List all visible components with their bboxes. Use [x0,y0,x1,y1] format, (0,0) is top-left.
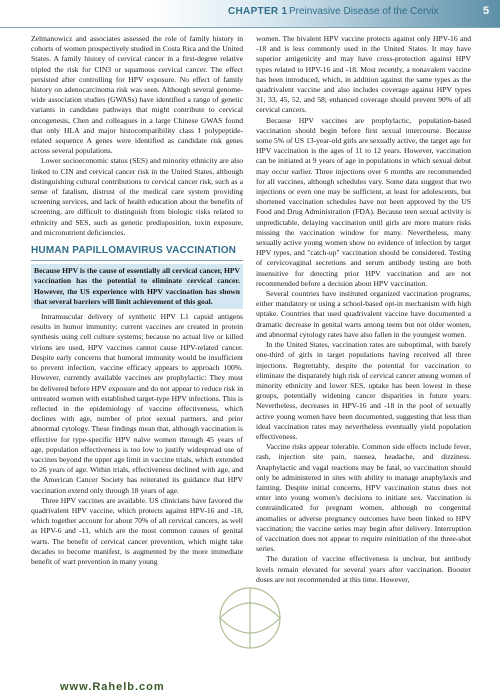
right-column [256,34,471,585]
chapter-label: CHAPTER 1 [228,6,288,17]
section-rule [31,260,243,261]
right-paragraph-3: Several countries have instituted organized vaccination programs, either mandatory or using a school-based opt-in mechanism with high uptake. Countries that used quadrivalent vaccine have documented a dramatic decrease in genital warts among teens but not older women, and abnormal cytology rates have also fallen in the youngest women. [256,289,471,339]
right-paragraph-5: Vaccine risks appear tolerable. Common side effects include fever, rash, injection site pain, nausea, headache, and dizziness. Anaphylactic and vagal reactions may be fatal, so vaccination should only be administered in sites with ability to manage anaphylaxis and fainting. Despite initial concerns, HPV vaccination status does not enter into young women's decisions to initiate sex. Vaccination is contraindicated for pregnant women, although no congenital anomalies or adverse pregnancy outcomes have been linked to HPV vaccination; the vaccine series may begin after delivery. Interruption of vaccination does not appear to require reinitiation of the three-shot series. [256,442,471,554]
left-paragraph-3: Intramuscular delivery of synthetic HPV L1 capsid antigens results in humor immunity; current vaccines are created in protein synthesis using cell culture systems; because no actual live or killed virions are used, HPV vaccines cannot cause HPV-related cancer. Despite early concerns that humoral immunity would be insufficient to prevent infection, vaccine efficacy appears to approach 100%. However, currently available vaccines are prophylactic: They must be delivered before HPV exposure and do not appear to reduce risk in untreated women with established target-type HPV infections. This is reflected in the epidemiology of vaccine effectiveness, which declines with age, number of prior sexual partners, and prior abnormal cytology. These findings mean that, although vaccination is effective for type-specific HPV naïve women through 45 years of age, population effectiveness is too low to justify widespread use of vaccines beyond the upper age limit in vaccine trials, which extended to 26 years of age. Within trials, effectiveness declined with age, and the American Cancer Society has reiterated its guidance that HPV vaccination extend only through 18 years of age. [31,312,243,495]
page-number: 5 [483,5,490,17]
left-column [31,34,243,567]
left-paragraph-1: Zelmanowicz and associates assessed the role of family history in cohorts of women prospectively studied in Costa Rica and the United States. A family history of cervical cancer in a first-degree relative tripled the risk for CIN3 or squamous cervical cancer. The effect persisted after controlling for HPV exposure. No effect of family history on adenocarcinoma risk was seen. Although several genome-wide association studies (GWASs) have identified a range of genetic variants in candidate pathways that might contribute to cervical oncogenesis, Chen and colleagues in a large Chinese GWAS found that only HLA and major histocompatibility class I polypeptide-related sequence A genes were identified as candidate risk genes across several populations. [31,34,243,156]
section-heading: HUMAN PAPILLOMAVIRUS VACCINATION [31,245,237,257]
key-point-box: Because HPV is the cause of essentially all cervical cancer, HPV vaccination has the potential to eliminate cervical cancer. However, the US experience with HPV vaccination has shown that several barriers will limit achievement of this goal. [31,264,243,309]
watermark-text: www.Rahelb.com [60,681,165,693]
left-paragraph-4: Three HPV vaccines are available. US clinicians have favored the quadrivalent HPV vaccine, which protects against HPV-16 and -18, which together account for about 70% of all cervical cancers, as well as HPV-6 and -11, which are the most common causes of genital warts. The benefit of cervical cancer prevention, which might take decades to become manifest, is augmented by the more immediate benefit of wart prevention in many young [31,495,243,566]
right-paragraph-1: women. The bivalent HPV vaccine protects against only HPV-16 and -18 and is less commonly used in the United States. It may have superior antigenicity and may have cross-protection against HPV types related to HPV-16 and -18. Most recently, a nonavalent vaccine has been introduced, which, in addition against the same types as the quadrivalent vaccine and also includes coverage against HPV types 31, 33, 45, 52, and 58; enhanced coverage should prevent 90% of all cervical cancers. [256,34,471,115]
right-paragraph-4: In the United States, vaccination rates are suboptimal, with barely one-third of girls in target populations having received all three injections. Regrettably, despite the potential for vaccination to eliminate the disparately high risk of cervical cancer among women of minority ethnicity and lower SES, uptake has been lowest in these groups, potentially widening cancer disparities in future years. Nevertheless, decreases in HPV-16 and -18 in the pool of sexually active young women have been documented, suggesting that less than ideal vaccination rates may nevertheless eventually yield population effectiveness. [256,340,471,441]
watermark-logo [150,578,350,688]
right-paragraph-6: The duration of vaccine effectiveness is unclear, but antibody levels remain elevated for several years after vaccination. Booster doses are not recommended at this time. However, [256,554,471,584]
header-rule [0,27,500,28]
right-paragraph-2: Because HPV vaccines are prophylactic, population-based vaccination should begin before first sexual intercourse. Because some 5% of US 13-year-old girls are sexually active, the target age for HPV vaccination is the ages of 11 to 12 years. However, vaccination can be initiated at 9 years of age in populations in which sexual debut may occur earlier. Three injections over 6 months are recommended for all vaccines, although schedules vary. Some data suggest that two injections or even one may be sufficient, at least for adolescents, but shortened vaccination schedules have not been approved by the US Food and Drug Administration (FDA). Because teen sexual activity is unpredictable, delaying vaccination until girls are more mature risks missing the vaccination window for many. Nevertheless, many sexually active young women show no evidence of infection by target HPV types, and "catch-up" vaccination should be considered. Testing of cervicovaginal secretions and serum antibody testing are both insensitive for detecting prior HPV vaccination and are not recommended before a decision about HPV vaccination. [256,115,471,288]
left-paragraph-2: Lower socioeconomic status (SES) and minority ethnicity are also linked to CIN and cervical cancer risk in the United States, although distinguishing cultural contributions to cervical cancer risk, such as a sense of fatalism, distrust of the medical care system providing screening services, and lack of health education about the benefits of screening, are difficult to distinguish from biologic risks related to ethnicity and SES, such as genetic predisposition, toxin exposure, and micronutrient deficiencies. [31,156,243,237]
chapter-title: Preinvasive Disease of the Cervix [289,6,439,17]
